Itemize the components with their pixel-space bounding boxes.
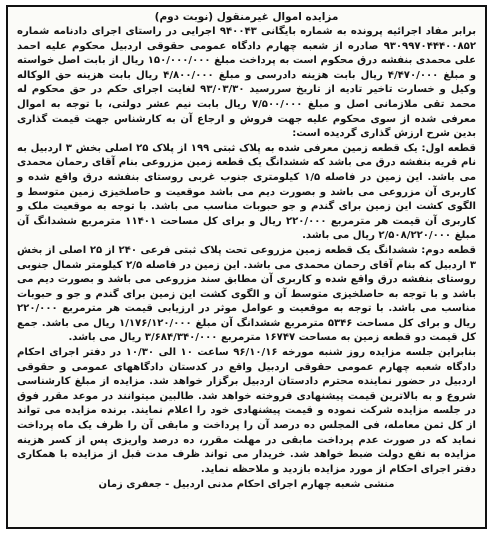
- notice-title: مزایده اموال غیرمنقول (نوبت دوم): [154, 11, 339, 23]
- notice-signature: منشی شعبه چهارم اجرای احکام مدنی اردبیل - جعفری زمان: [98, 479, 395, 491]
- notice-paragraph-intro: برابر مفاد اجرائیه پرونده به شماره بایگانی ۹۴۰۰۴۳ اجرایی در راستای اجرای دادنامه شماره ۹۳۰۹۹۷۰۴۴۴۰۰۸۵۲ صادره از شعبه چهارم دادگاه عمومی حقوقی اردبیل محکوم علیه احمد علی محمدی بنفشه درق محکوم است به پرداخت مبلغ ۱۵۰/۰۰۰/۰۰۰ ریال از بابت اصل خواسته و مبلغ ۴/۴۷۰/۰۰۰ ریال بابت هزینه دادرسی و مبلغ ۴/۸۰۰/۰۰۰ ریال بابت هزینه حق الوکاله وکیل و خسارت تاخیر تادیه از تاریخ سررسید ۹۳/۰۳/۳۰ لغایت اجرای حکم در حق محکوم له محمد تقی ملازمانی اصل و مبلغ ۷/۵۰۰/۰۰۰ ریال بابت نیم عشر دولتی، با توجه به اموال معرفی شده از سوی محکوم علیه جهت فروش و ارجاع آن به کارشناس جهت قیمت گذاری بدین شرح ارزش گذاری گردیده است:: [17, 26, 477, 140]
- notice-paragraph-plot-two: قطعه دوم: ششدانگ یک قطعه زمین مزروعی تحت پلاک ثبتی فرعی ۲۴۰ از ۲۵ اصلی از بخش ۳ اردبیل که بنام آقای رحمان محمدی می باشد. این زمین در فاصله ۲/۵ کیلومتر شمال جنوبی روستای بنفشه درق واقع شده و کاربری آن مطابق سند مزروعی می باشد و بصورت دیم می باشد و با توجه به حاصلخیزی متوسط آن و الگوی کشت این زمین برای گندم و جو و حبوبات مناسب می باشد. با توجه به موقعیت و عوامل موثر در ارزیابی قیمت هر مترمربع ۲۲۰/۰۰۰ ریال و برای کل مساحت ۵۳۴۶ مترمربع ششدانگ آن مبلغ ۱/۱۷۶/۱۲۰/۰۰۰ ریال می باشد. جمع کل قیمت دو قطعه زمین به مساحت ۱۶۷۴۷ مترمربع ۳/۶۸۴/۳۴۰/۰۰۰ ریال می باشد.: [17, 244, 476, 344]
- notice-paragraph-plot-one: قطعه اول: یک قطعه زمین معرفی شده به پلاک ثبتی ۱۹۹ از پلاک ۲۵ اصلی بخش ۳ اردبیل به نام قریه بنفشه درق می باشد که ششدانگ یک قطعه زمین مزروعی بنام آقای رحمان محمدی می باشد. این زمین در فاصله ۱/۵ کیلومتری جنوب غربی روستای بنفشه درق واقع شده و کاربری آن مزروعی می باشد و بصورت دیم می باشد موقعیت و حاصلخیزی زمین متوسط و الگوی کشت این زمین برای گندم و جو حبوبات مناسب می باشد. با توجه به موقعیت ملک و کاربری آن قیمت هر مترمربع ۲۲۰/۰۰۰ ریال و برای کل مساحت ۱۱۴۰۱ مترمربع ششدانگ آن مبلغ ۲/۵۰۸/۲۲۰/۰۰۰ ریال می باشد.: [17, 142, 477, 242]
- auction-notice: [6, 5, 487, 529]
- notice-paragraph-auction-terms: بنابراین جلسه مزایده روز شنبه مورخه ۹۶/۱۰/۱۶ ساعت ۱۰ الی ۱۰/۳۰ در دفتر اجرای احکام دادگاه شعبه چهارم عمومی حقوقی اردبیل واقع در کدستان دادگاههای عمومی و حقوقی اردبیل در حضور نماینده محترم دادستان اردبیل برگزار خواهد شد. مزایده از مبلغ کارشناسی شروع و به بالاترین قیمت پیشنهادی فروخته خواهد شد. طالبین میتوانند در موعد مقرر فوق در جلسه مزایده شرکت نموده و قیمت پیشنهادی خود را اعلام نمایند. برنده مزایده می تواند از کل ثمن معامله، فی المجلس ده درصد آن را پرداخت و مابقی آن را ظرف یک ماه پرداخت نماید که در صورت عدم پرداخت مابقی در مهلت مقرر، ده درصد واریزی پس از کسر هزینه مزایده به نفع دولت ضبط خواهد شد. خریدار می تواند ظرف مدت قبل از مزایده با همکاری دفتر اجرای احکام از مورد مزایده بازدید و ملاحظه نماید.: [17, 347, 476, 475]
